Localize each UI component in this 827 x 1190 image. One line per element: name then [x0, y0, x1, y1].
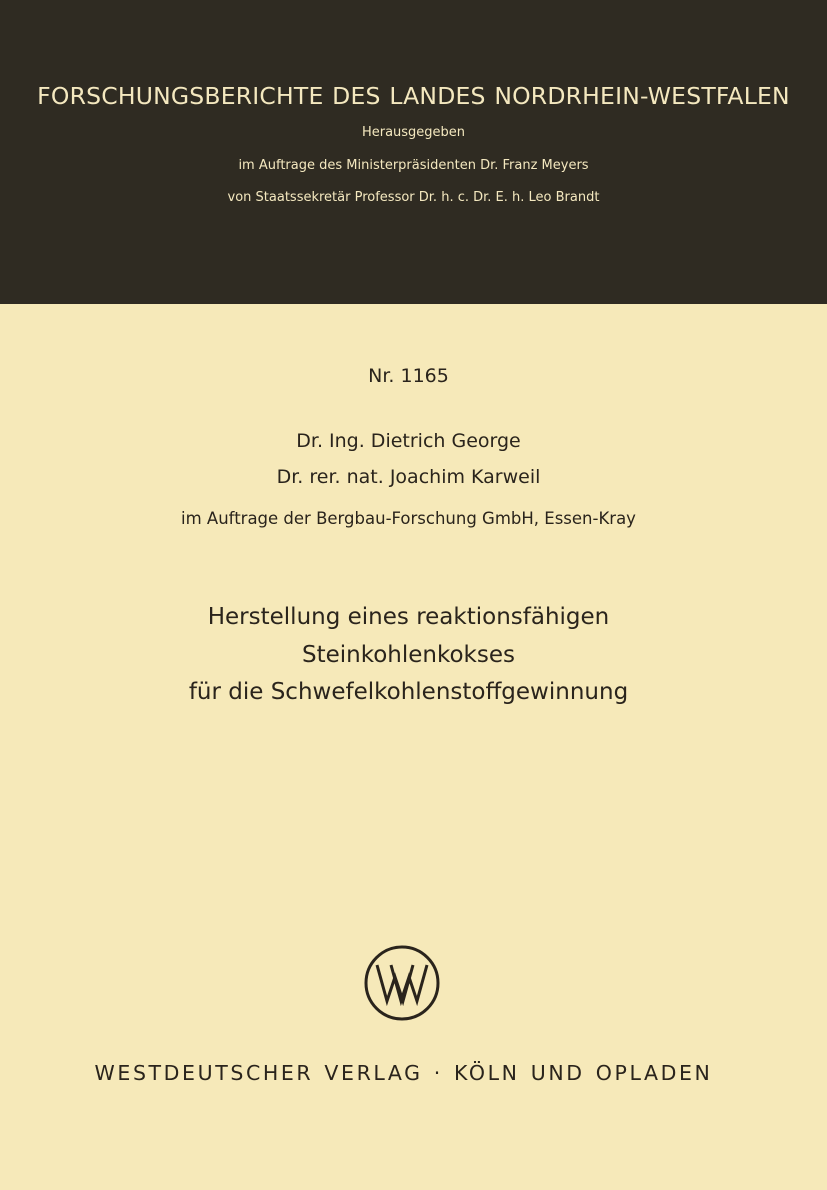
report-number: Nr. 1165: [368, 365, 449, 387]
editor-line-2: im Auftrage des Ministerpräsidenten Dr. Franz Meyers: [238, 158, 589, 173]
series-title: FORSCHUNGSBERICHTE DES LANDES NORDRHEIN-WESTFALEN: [37, 82, 790, 110]
title-line-2: Steinkohlenkokses: [301, 642, 515, 668]
commission-line: im Auftrage der Bergbau-Forschung GmbH, Essen-Kray: [181, 509, 636, 528]
editor-line-3: von Staatssekretär Professor Dr. h. c. Dr. E. h. Leo Brandt: [227, 190, 600, 205]
publisher-line: WESTDEUTSCHER VERLAG · KÖLN UND OPLADEN: [94, 1061, 713, 1085]
title-line-3: für die Schwefelkohlenstoffgewinnung: [188, 679, 629, 705]
series-header-band: [0, 0, 827, 304]
editor-line-1: Herausgegeben: [361, 125, 466, 140]
westdeutscher-verlag-logo-icon: [362, 943, 442, 1023]
title-line-1: Herstellung eines reaktionsfähigen: [207, 604, 610, 630]
author-2: Dr. rer. nat. Joachim Karweil: [276, 466, 541, 488]
author-1: Dr. Ing. Dietrich George: [296, 430, 521, 452]
